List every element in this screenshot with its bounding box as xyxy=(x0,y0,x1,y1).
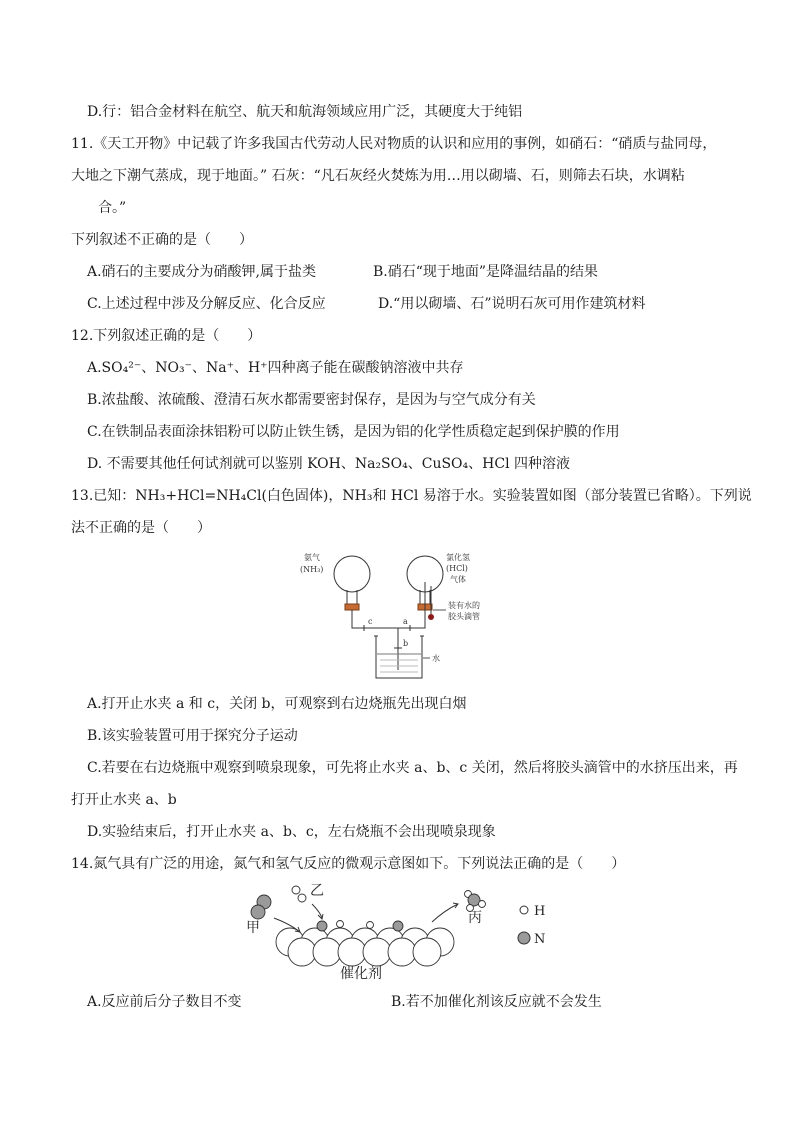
q13-apparatus-figure xyxy=(290,548,510,684)
q11-option-d: D.“用以砌墙、石”说明石灰可用作建筑材料 xyxy=(378,296,646,312)
catalyst-label: 催化剂 xyxy=(340,966,382,982)
fig-dropper-label-2: 胶头滴管 xyxy=(448,612,480,621)
fig-right-label-1: 氯化氢 xyxy=(446,553,470,562)
q11-stem-line1: 11.《天工开物》中记载了许多我国古代劳动人民对物质的认识和应用的事例，如硝石：“硝质与盐同母， xyxy=(71,136,717,152)
q13-stem-line2: 法不正确的是（ ） xyxy=(71,520,211,536)
q11-option-a: A.硝石的主要成分为硝酸钾,属于盐类 xyxy=(87,264,317,280)
q12-option-a: A.SO₄²⁻、NO₃⁻、Na⁺、H⁺四种离子能在碳酸钠溶液中共存 xyxy=(87,360,464,376)
q12-option-b: B.浓盐酸、浓硫酸、澄清石灰水都需要密封保存，是因为与空气成分有关 xyxy=(87,392,536,408)
label-bing: 丙 xyxy=(468,910,482,926)
fig-label-b: b xyxy=(403,639,409,648)
q10-option-d: D.行：铝合金材料在航空、航天和航海领域应用广泛，其硬度大于纯铝 xyxy=(87,104,523,120)
legend-h-label: H xyxy=(534,904,546,919)
q13-option-c-line1: C.若要在右边烧瓶中观察到喷泉现象，可先将止水夹 a、b、c 关闭，然后将胶头滴管中的水挤压出来，再 xyxy=(87,760,738,776)
legend-n-label: N xyxy=(534,932,546,947)
fig-label-a: a xyxy=(403,617,408,626)
fig-dropper-label-1: 装有水的 xyxy=(448,601,480,610)
label-jia: 甲 xyxy=(246,920,260,936)
q13-option-d: D.实验结束后，打开止水夹 a、b、c，左右烧瓶不会出现喷泉现象 xyxy=(87,824,496,840)
q12-option-c: C.在铁制品表面涂抹铝粉可以防止铁生锈，是因为铝的化学性质稳定起到保护膜的作用 xyxy=(87,424,620,440)
q11-stem-line3: 合。” xyxy=(98,200,127,216)
q14-stem: 14.氮气具有广泛的用途，氮气和氢气反应的微观示意图如下。下列说法正确的是（ ） xyxy=(71,856,626,872)
fig-label-c: c xyxy=(368,617,373,626)
q11-stem-line2: 大地之下潮气蒸成，现于地面。” 石灰：“凡石灰经火焚炼为用…用以砌墙、石，则筛去石块，水调粘 xyxy=(71,168,685,184)
q13-option-b: B.该实验装置可用于探究分子运动 xyxy=(87,728,298,744)
q13-option-c-line2: 打开止水夹 a、b xyxy=(71,792,177,808)
q13-option-a: A.打开止水夹 a 和 c，关闭 b，可观察到右边烧瓶先出现白烟 xyxy=(87,696,467,712)
label-yi: 乙 xyxy=(310,883,324,899)
q13-stem-line1: 13.已知：NH₃+HCl=NH₄Cl(白色固体)，NH₃和 HCl 易溶于水。实验装置如图（部分装置已省略）。下列说 xyxy=(71,488,752,504)
fig-right-label-2: (HCl) xyxy=(446,564,468,573)
q11-question: 下列叙述不正确的是（ ） xyxy=(71,232,253,248)
fig-left-label-2: (NH₃) xyxy=(300,565,324,574)
q12-stem: 12.下列叙述正确的是（ ） xyxy=(71,328,262,344)
fig-water-label: 水 xyxy=(432,654,440,663)
q11-option-b: B.硝石“现于地面”是降温结晶的结果 xyxy=(373,264,599,280)
q14-option-a: A.反应前后分子数目不变 xyxy=(87,994,242,1010)
fig-left-label-1: 氨气 xyxy=(304,553,320,562)
q14-option-b: B.若不加催化剂该反应就不会发生 xyxy=(391,994,602,1010)
q14-reaction-diagram xyxy=(240,882,570,984)
q12-option-d: D. 不需要其他任何试剂就可以鉴别 KOH、Na₂SO₄、CuSO₄、HCl 四种溶液 xyxy=(87,456,570,472)
q11-option-c: C.上述过程中涉及分解反应、化合反应 xyxy=(87,296,326,312)
fig-right-label-3: 气体 xyxy=(450,575,466,584)
